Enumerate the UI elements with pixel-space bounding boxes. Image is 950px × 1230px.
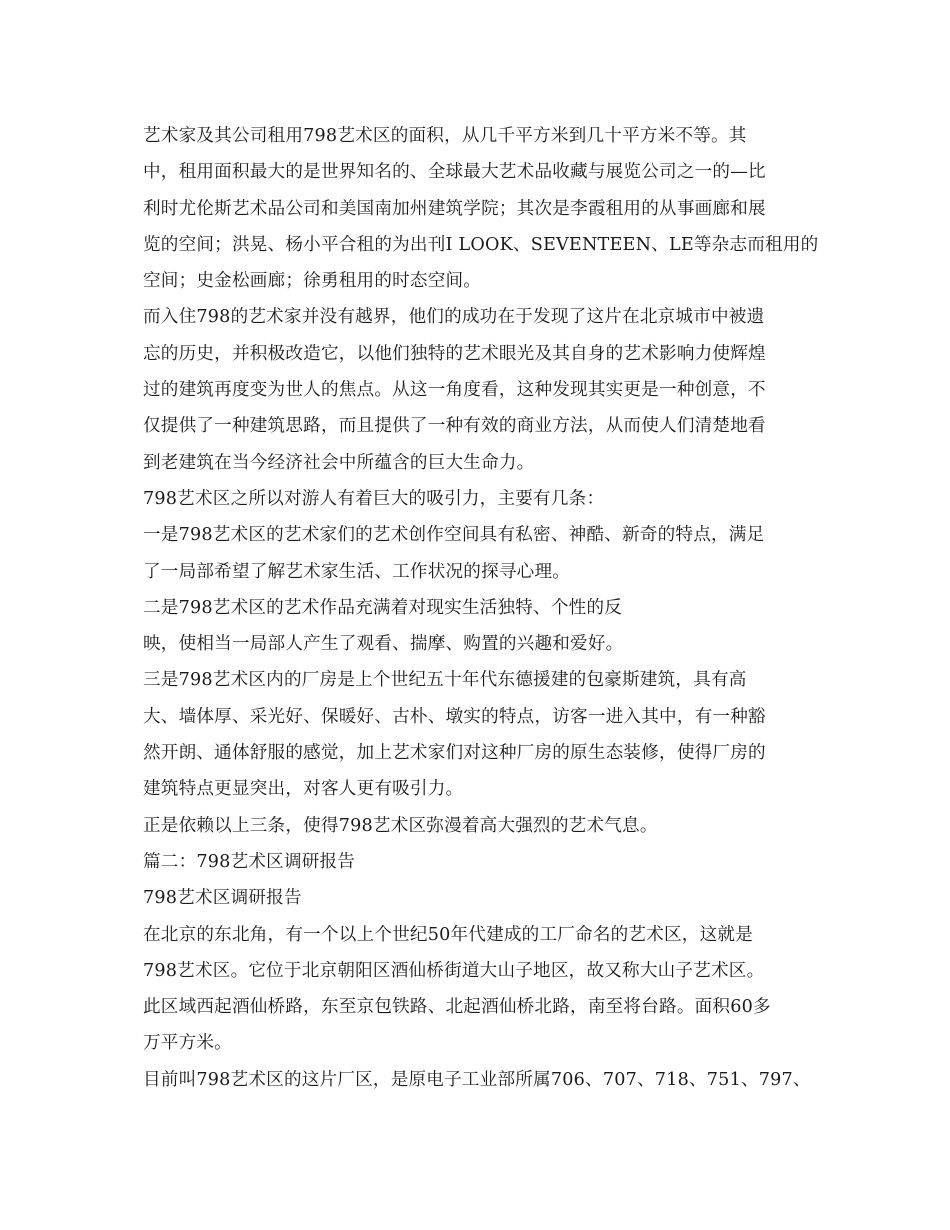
text-line: 映，使相当一局部人产生了观看、揣摩、购置的兴趣和爱好。 (143, 634, 624, 655)
text-line: 中，租用面积最大的是世界知名的、全球最大艺术品收藏与展览公司之一的—比 (143, 162, 766, 183)
text-line: 万平方米。 (143, 1033, 232, 1054)
text-line: 798艺术区。它位于北京朝阳区酒仙桥街道大山子地区，故又称大山子艺术区。 (143, 960, 765, 981)
text-line: 而入住798的艺术家并没有越界，他们的成功在于发现了这片在北京城市中被遗 (143, 307, 765, 328)
text-line: 三是798艺术区内的厂房是上个世纪五十年代东德援建的包豪斯建筑，具有高 (143, 670, 747, 691)
text-line: 艺术家及其公司租用798艺术区的面积，从几千平方米到几十平方米不等。其 (143, 126, 747, 146)
text-line: 二是798艺术区的艺术作品充满着对现实生活独特、个性的反 (143, 597, 623, 618)
text-line: 了一局部希望了解艺术家生活、工作状况的探寻心理。 (143, 561, 571, 582)
text-line: 此区域西起酒仙桥路，东至京包铁路、北起酒仙桥北路，南至将台路。面积60多 (143, 997, 771, 1018)
text-line: 正是依赖以上三条，使得798艺术区弥漫着高大强烈的艺术气息。 (143, 815, 658, 836)
text-line: 到老建筑在当今经济社会中所蕴含的巨大生命力。 (143, 452, 535, 473)
text-line: 览的空间；洪晃、杨小平合租的为出刊I LOOK、SEVENTEEN、LE等杂志而租用的 (143, 234, 819, 255)
text-line: 目前叫798艺术区的这片厂区，是原电子工业部所属706、707、718、751、797、 (143, 1069, 811, 1090)
text-line: 大、墙体厚、采光好、保暖好、古朴、墩实的特点，访客一进入其中，有一种豁 (143, 706, 766, 727)
text-line: 过的建筑再度变为世人的焦点。从这一角度看，这种发现其实更是一种创意，不 (143, 380, 766, 401)
text-line: 仅提供了一种建筑思路，而且提供了一种有效的商业方法，从而使人们清楚地看 (143, 416, 766, 437)
text-line: 然开朗、通体舒服的感觉，加上艺术家们对这种厂房的原生态装修，使得厂房的 (143, 743, 766, 764)
text-line: 一是798艺术区的艺术家们的艺术创作空间具有私密、神酷、新奇的特点，满足 (143, 525, 765, 546)
text-line: 在北京的东北角，有一个以上个世纪50年代建成的工厂命名的艺术区，这就是 (143, 924, 753, 945)
text-line: 建筑特点更显突出，对客人更有吸引力。 (143, 779, 464, 800)
document-title: 798艺术区调研报告 (143, 888, 302, 909)
text-line: 空间；史金松画廊；徐勇租用的时态空间。 (143, 271, 482, 292)
text-line: 利时尤伦斯艺术品公司和美国南加州建筑学院；其次是李霞租用的从事画廊和展 (143, 198, 766, 219)
section-heading: 篇二：798艺术区调研报告 (143, 851, 356, 872)
document-body (143, 118, 819, 1098)
text-line: 798艺术区之所以对游人有着巨大的吸引力，主要有几条： (143, 488, 605, 509)
text-line: 忘的历史，并积极改造它，以他们独特的艺术眼光及其自身的艺术影响力使辉煌 (143, 343, 766, 364)
